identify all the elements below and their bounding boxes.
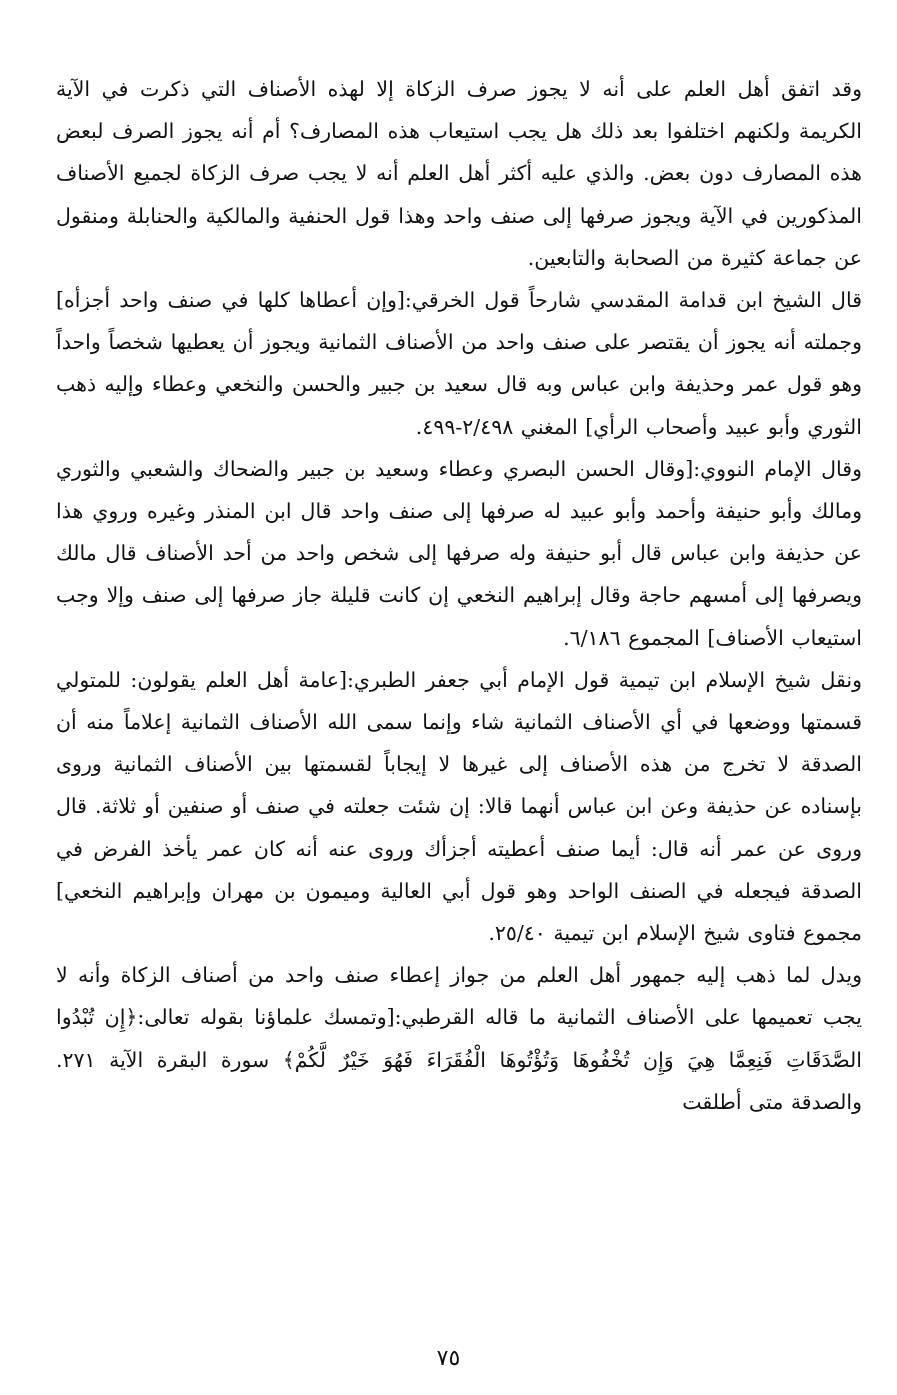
page-number: ٧٥: [436, 1346, 461, 1371]
qurtubi-intro-text: ويدل لما ذهب إليه جمهور أهل العلم من جواز إعطاء صنف واحد من أصناف الزكاة وأنه لا يجب تعميمها على الأصناف الثمانية ما قاله القرطبي:[وتمسك علماؤنا بقوله تعالى:: [56, 963, 862, 1030]
paragraph-ibn-qudama-quote: قال الشيخ ابن قدامة المقدسي شارحاً قول الخرقي:[وإن أعطاها كلها في صنف واحد أجزأه] وجملته أنه يجوز أن يقتصر على صنف واحد من الأصناف الثمانية ويجوز أن يعطيها شخصاً واحداً وهو قول عمر وحذيفة وابن عباس وبه قال سعيد بن جبير والحسن والنخعي وعطاء وإليه ذهب الثوري وأبو عبيد وأصحاب الرأي] المغني ٢/٤٩٨-٤٩٩.: [56, 288, 862, 439]
document-page: [56, 68, 862, 1333]
paragraph-nawawi-quote: وقال الإمام النووي:[وقال الحسن البصري وعطاء وسعيد بن جبير والضحاك والشعبي والثوري ومالك وأبو حنيفة وأحمد وأبو عبيد له صرفها إلى صنف واحد قال ابن المنذر وغيره وروي هذا عن حذيفة وابن عباس قال أبو حنيفة وله صرفها إلى شخص واحد من أحد الأصناف قال مالك ويصرفها إلى أمسهم حاجة وقال إبراهيم النخعي إن كانت قليلة جاز صرفها إلى صنف وإلا وجب استيعاب الأصناف] المجموع ٦/١٨٦.: [56, 456, 862, 650]
quran-verse: ﴿إِن تُبْدُوا الصَّدَقَاتِ فَنِعِمَّا هِيَ وَإِن تُخْفُوهَا وَتُؤْتُوهَا الْفُقَرَاءَ فَهُوَ خَيْرٌ لَّكُمْ﴾: [56, 1005, 862, 1072]
verse-reference-text: سورة البقرة الآية ٢٧١. والصدقة متى أطلقت: [56, 1047, 862, 1114]
paragraph-qurtubi-evidence: [56, 954, 862, 1123]
paragraph-ibn-taymiyyah-quote: ونقل شيخ الإسلام ابن تيمية قول الإمام أبي جعفر الطبري:[عامة أهل العلم يقولون: للمتولي قسمتها ووضعها في أي الأصناف الثمانية شاء وإنما سمى الله الأصناف الثمانية إعلاماً منه أن الصدقة لا تخرج من هذه الأصناف إلى غيرها لا إيجاباً لقسمتها بين الأصناف الثمانية وروى بإسناده عن حذيفة وعن ابن عباس أنهما قالا: إن شئت جعلته في صنف أو صنفين أو ثلاثة. قال وروى عن عمر أنه قال: أيما صنف أعطيته أجزأك وروى عنه أنه كان عمر يأخذ الفرض في الصدقة فيجعله في الصنف الواحد وهو قول أبي العالية وميمون بن مهران وإبراهيم النخعي] مجموع فتاوى شيخ الإسلام ابن تيمية ٢٥/٤٠.: [56, 667, 862, 946]
paragraph-scholarly-consensus: وقد اتفق أهل العلم على أنه لا يجوز صرف الزكاة إلا لهذه الأصناف التي ذكرت في الآية الكريمة ولكنهم اختلفوا بعد ذلك هل يجب استيعاب هذه المصارف؟ أم أنه يجوز الصرف لبعض هذه المصارف دون بعض. والذي عليه أكثر أهل العلم أنه لا يجب صرف الزكاة لجميع الأصناف المذكورين في الآية ويجوز صرفها إلى صنف واحد وهذا قول الحنفية والمالكية والحنابلة ومنقول عن جماعة كثيرة من الصحابة والتابعين.: [56, 77, 862, 270]
